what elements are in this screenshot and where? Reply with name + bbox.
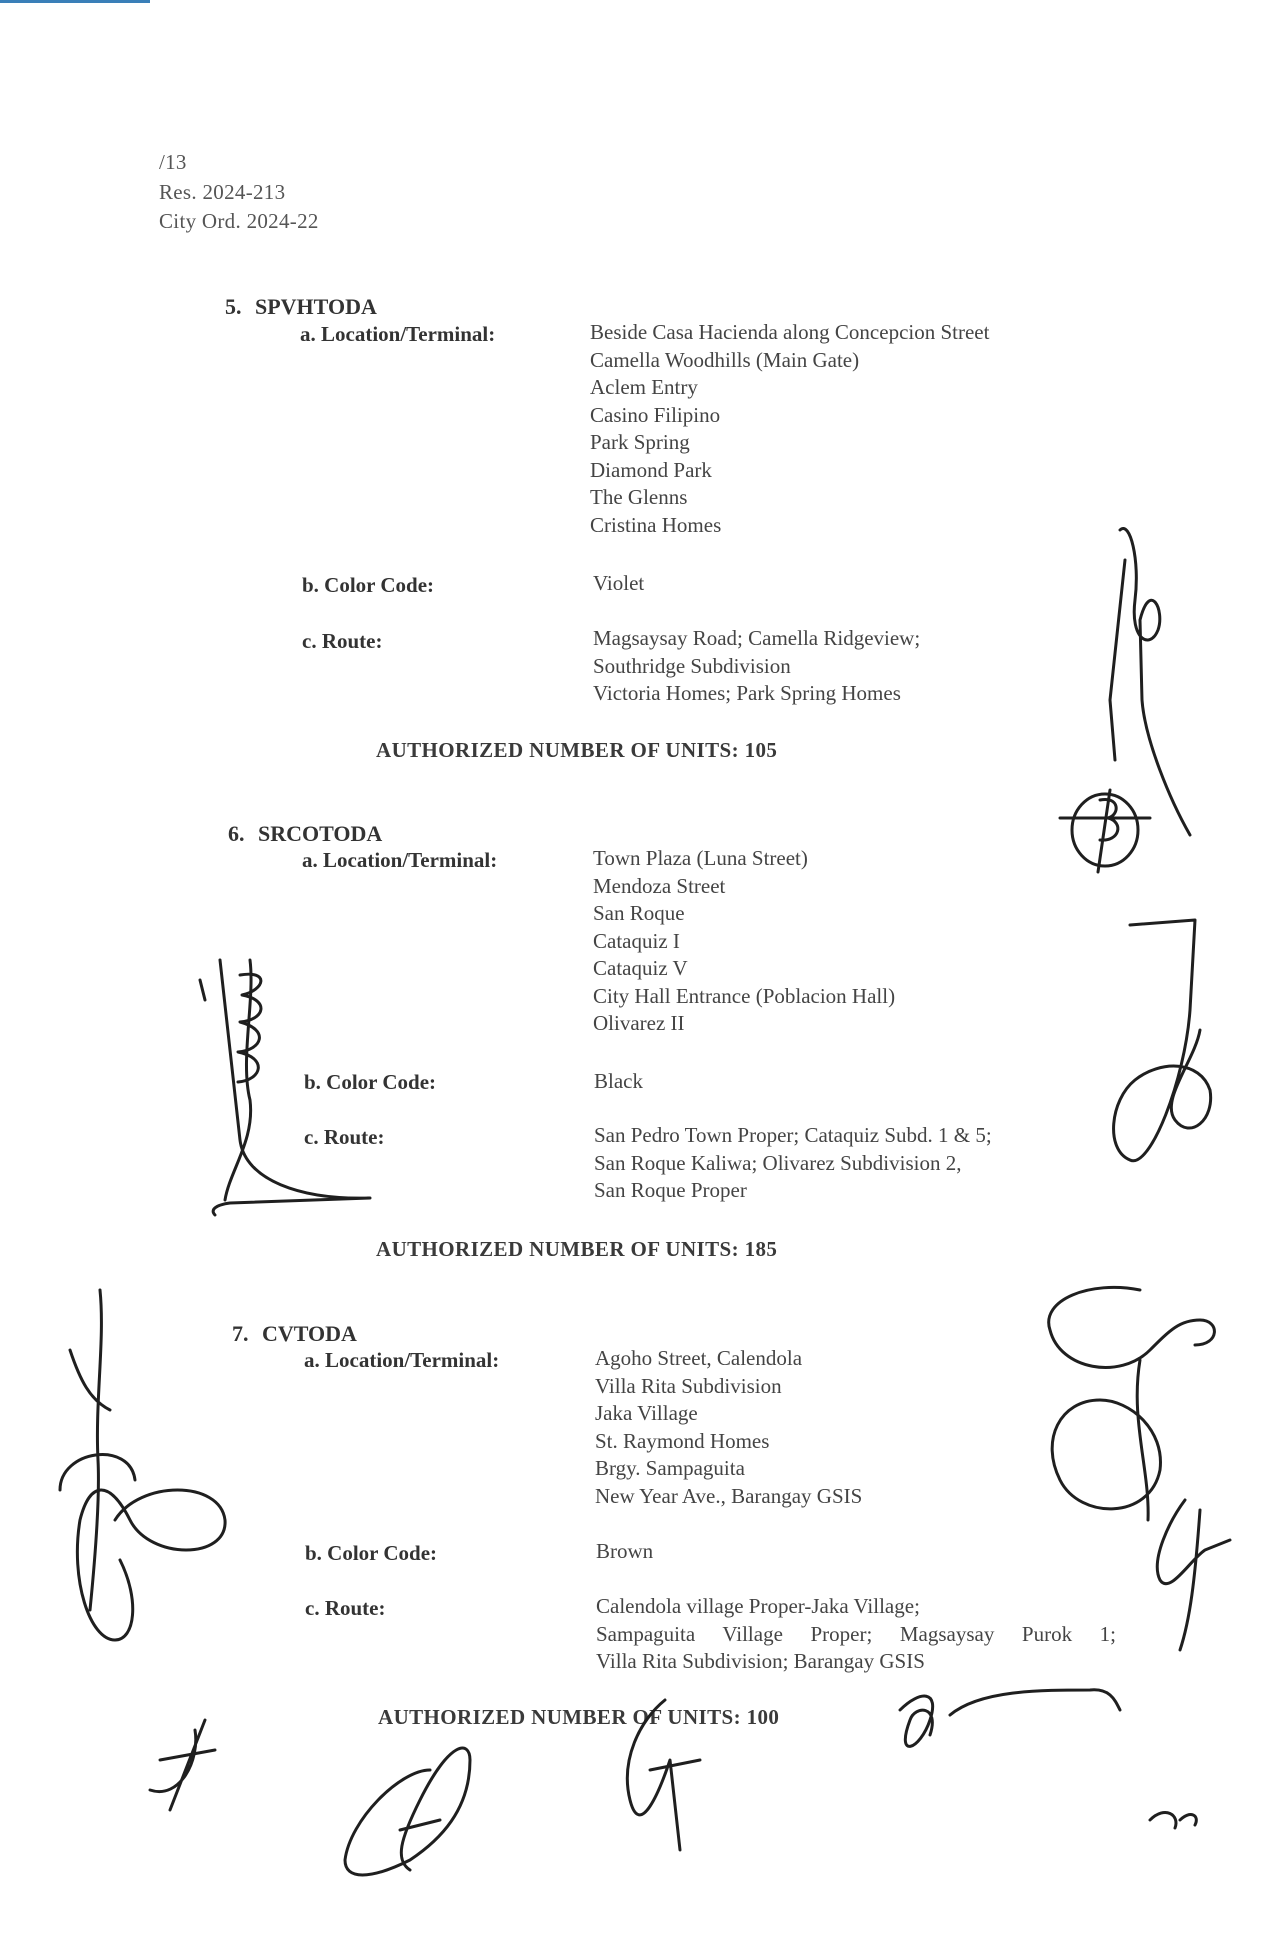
section-heading-5 <box>225 294 377 320</box>
route-line: Sampaguita Village Proper; Magsaysay Purok 1; <box>596 1621 1116 1646</box>
signature-mark <box>150 1720 215 1810</box>
route-line: Calendola village Proper-Jaka Village; <box>596 1594 920 1618</box>
location-item: Park Spring <box>590 430 690 454</box>
signature-mark <box>77 1490 225 1640</box>
location-item: New Year Ave., Barangay GSIS <box>595 1483 863 1508</box>
route-label: c. Route: <box>305 1596 386 1620</box>
route-line: San Roque Proper <box>594 1178 747 1202</box>
location-list <box>595 1345 862 1510</box>
section-name: SRCOTODA <box>258 821 383 846</box>
color-code-value: Brown <box>596 1539 654 1563</box>
authorized-units: AUTHORIZED NUMBER OF UNITS: 185 <box>376 1237 778 1261</box>
signature-mark <box>1157 1500 1230 1650</box>
signature-mark <box>1098 790 1110 872</box>
signature-mark <box>238 974 261 1082</box>
signature-mark <box>1072 794 1138 866</box>
signature-mark <box>1100 799 1118 840</box>
location-item: Town Plaza (Luna Street) <box>593 846 808 870</box>
route-list <box>596 1593 1116 1676</box>
location-item: Mendoza Street <box>593 873 726 898</box>
location-list <box>590 319 989 539</box>
color-code-label: b. Color Code: <box>302 573 435 597</box>
location-item: Aclem Entry <box>590 375 698 399</box>
signature-mark <box>900 1690 1120 1747</box>
color-code-value: Black <box>594 1069 643 1093</box>
signature-mark <box>345 1748 470 1875</box>
route-line: San Roque Kaliwa; Olivarez Subdivision 2, <box>594 1150 962 1175</box>
location-item: Cataquiz I <box>593 928 680 953</box>
location-item: Cristina Homes <box>590 512 722 537</box>
signature-mark <box>1049 1287 1215 1367</box>
authorized-units: AUTHORIZED NUMBER OF UNITS: 100 <box>378 1705 780 1729</box>
scan-edge-line <box>0 0 150 3</box>
signature-mark <box>1114 920 1211 1161</box>
signature-mark <box>1120 528 1190 835</box>
section-number: 5. <box>225 294 242 319</box>
color-code-label: b. Color Code: <box>304 1070 437 1094</box>
route-list <box>594 1122 992 1205</box>
section-heading-7 <box>232 1321 357 1347</box>
section-number: 7. <box>232 1321 249 1346</box>
section-name: SPVHTODA <box>255 294 377 319</box>
route-list <box>593 625 920 708</box>
page-number: /13 <box>159 150 187 174</box>
signature-mark <box>1052 1360 1160 1520</box>
signature-mark <box>1110 560 1125 760</box>
route-line: Southridge Subdivision <box>593 653 791 678</box>
section-number: 6. <box>228 821 245 846</box>
route-label: c. Route: <box>304 1125 385 1149</box>
ordinance-number: City Ord. 2024-22 <box>159 209 319 233</box>
location-item: Beside Casa Hacienda along Concepcion Street <box>590 320 990 344</box>
route-line: Villa Rita Subdivision; Barangay GSIS <box>596 1649 925 1673</box>
location-label: a. Location/Terminal: <box>302 848 498 872</box>
location-item: The Glenns <box>590 485 688 509</box>
location-item: Diamond Park <box>590 457 712 482</box>
location-list <box>593 845 895 1038</box>
location-item: Cataquiz V <box>593 956 688 980</box>
location-item: Casino Filipino <box>590 402 721 427</box>
route-label: c. Route: <box>302 629 383 653</box>
route-line: Victoria Homes; Park Spring Homes <box>593 681 901 705</box>
route-line: Magsaysay Road; Camella Ridgeview; <box>593 626 921 650</box>
resolution-number: Res. 2024-213 <box>159 180 286 204</box>
section-name: CVTODA <box>262 1321 357 1346</box>
location-item: Jaka Village <box>595 1401 698 1425</box>
color-code-value: Violet <box>593 571 645 595</box>
location-item: Olivarez II <box>593 1011 685 1035</box>
location-item: St. Raymond Homes <box>595 1428 770 1453</box>
location-item: Brgy. Sampaguita <box>595 1456 745 1480</box>
location-label: a. Location/Terminal: <box>300 322 496 346</box>
location-item: City Hall Entrance (Poblacion Hall) <box>593 983 896 1008</box>
location-item: Agoho Street, Calendola <box>595 1346 803 1370</box>
signature-mark <box>1150 1812 1196 1828</box>
signature-mark <box>60 1290 135 1610</box>
route-line: San Pedro Town Proper; Cataquiz Subd. 1 & 5; <box>594 1123 992 1147</box>
location-item: San Roque <box>593 901 685 925</box>
color-code-label: b. Color Code: <box>305 1541 438 1565</box>
location-item: Villa Rita Subdivision <box>595 1373 782 1398</box>
section-heading-6 <box>228 821 382 847</box>
location-item: Camella Woodhills (Main Gate) <box>590 347 860 372</box>
location-label: a. Location/Terminal: <box>304 1348 500 1372</box>
authorized-units: AUTHORIZED NUMBER OF UNITS: 105 <box>376 738 778 762</box>
